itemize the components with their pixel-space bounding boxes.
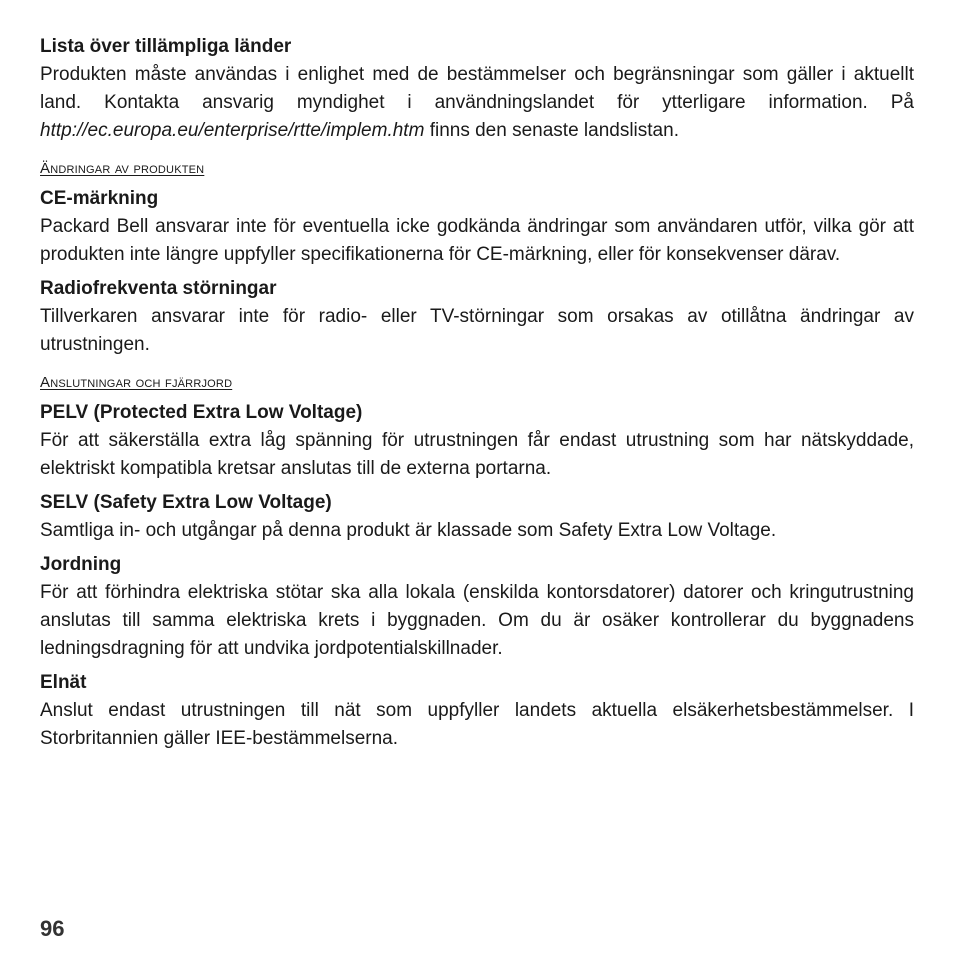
heading-power-supply: Elnät	[40, 672, 87, 693]
europa-url-link[interactable]: http://ec.europa.eu/enterprise/rtte/implem.htm	[40, 120, 425, 141]
heading-pelv: PELV (Protected Extra Low Voltage)	[40, 402, 363, 423]
paragraph-selv: Samtliga in- och utgångar på denna produkt är klassade som Safety Extra Low Voltage.	[40, 520, 777, 541]
section-title-connections: Anslutningar och fjärrjord	[40, 374, 233, 391]
page-number: 96	[40, 916, 65, 941]
paragraph-radio-interference: Tillverkaren ansvarar inte för radio- eller TV-störningar som orsakas av otillåtna ändringar av utrustningen.	[40, 306, 914, 355]
heading-country-list: Lista över tillämpliga länder	[40, 36, 292, 57]
country-list-text-start: Produkten måste användas i enlighet med de bestämmelser och begränsningar som gäller i aktuellt land. Kontakta ansvarig myndighet i användningslandet för ytterligare information. På	[40, 64, 914, 113]
heading-grounding: Jordning	[40, 554, 122, 575]
country-list-text-end: finns den senaste landslistan.	[424, 120, 679, 141]
heading-ce-marking: CE-märkning	[40, 188, 159, 209]
heading-radio-interference: Radiofrekventa störningar	[40, 278, 277, 299]
paragraph-ce-marking: Packard Bell ansvarar inte för eventuella icke godkända ändringar som användaren utför, vilka gör att produkten inte längre uppfyller specifikationerna för CE-märkning, eller för konsekvenser därav.	[40, 216, 914, 265]
paragraph-grounding: För att förhindra elektriska stötar ska alla lokala (enskilda kontorsdatorer) datorer och kringutrustning anslutas till samma elektriska krets i byggnaden. Om du är osäker kontrollerar du byggnadens ledningsdragning för att undvika jordpotentialskillnader.	[40, 582, 914, 659]
document-page	[40, 33, 914, 753]
heading-selv: SELV (Safety Extra Low Voltage)	[40, 492, 332, 513]
paragraph-country-list	[40, 61, 914, 145]
paragraph-pelv: För att säkerställa extra låg spänning för utrustningen får endast utrustning som har nätskyddade, elektriskt kompatibla kretsar anslutas till de externa portarna.	[40, 430, 914, 479]
paragraph-power-supply: Anslut endast utrustningen till nät som uppfyller landets aktuella elsäkerhetsbestämmelser. I Storbritannien gäller IEE-bestämmelserna.	[40, 700, 914, 749]
section-title-product-changes: Ändringar av produkten	[40, 160, 205, 177]
